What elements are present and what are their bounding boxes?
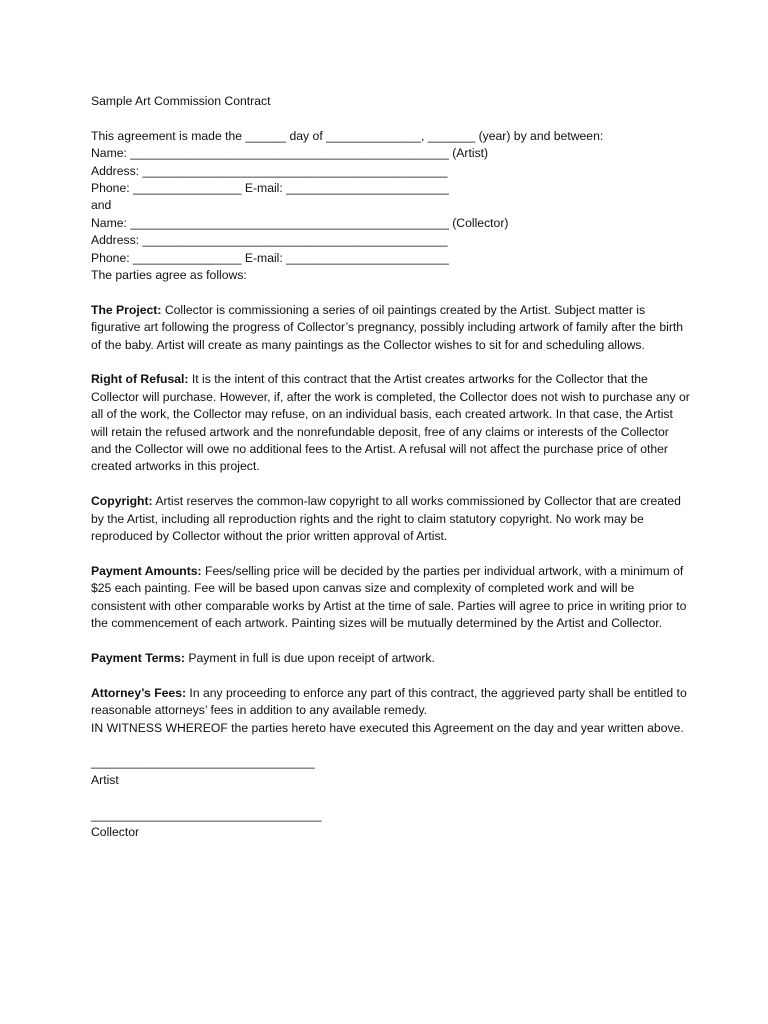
spacer — [91, 284, 691, 301]
section-heading: Attorney’s Fees: — [91, 685, 187, 700]
collector-signature-label: Collector — [91, 824, 140, 839]
artist-address-line: Address: _____________________________________________ — [91, 163, 448, 178]
section-right-of-refusal — [91, 371, 691, 475]
spacer — [91, 546, 691, 563]
section-heading: Right of Refusal: — [91, 372, 189, 387]
section-copyright — [91, 493, 691, 545]
section-payment-amounts — [91, 563, 691, 633]
section-payment-terms — [91, 650, 691, 667]
artist-signature-label: Artist — [91, 772, 119, 787]
artist-phone-email-line: Phone: ________________ E-mail: ________________________ — [91, 181, 449, 196]
section-text: It is the intent of this contract that the Artist creates artworks for the Collector that the Collector will purchase. However, if, after the work is completed, the Collector does not wish to purchase any or all of the work, the Collector may refuse, on an individual basis, each created artwork. In that case, the Artist will retain the refused artwork and the nonrefundable deposit, free of any claims or interests of the Collector and the Collector will owe no additional fees to the Artist. A refusal will not affect the purchase price of other created artworks in this project. — [91, 372, 690, 474]
section-text: Payment in full is due upon receipt of artwork. — [184, 650, 435, 665]
parties-agree-line: The parties agree as follows: — [91, 268, 247, 283]
section-text: Artist reserves the common-law copyright to all works commissioned by Collector that are created by the Artist, including all reproduction rights and the right to claim statutory copyright. No work may be reproduced by Collector without the prior written approval of Artist. — [91, 494, 681, 544]
collector-name-line: Name: _______________________________________________ (Collector) — [91, 215, 509, 230]
document-title: Sample Art Commission Contract — [91, 94, 271, 108]
section-project — [91, 302, 691, 354]
section-heading: Payment Amounts: — [91, 563, 202, 578]
spacer — [91, 110, 691, 127]
witness-clause: IN WITNESS WHEREOF the parties hereto have executed this Agreement on the day and year written above. — [91, 720, 684, 735]
spacer — [91, 633, 691, 650]
section-heading: Copyright: — [91, 494, 153, 509]
spacer — [91, 667, 691, 684]
spacer — [91, 737, 691, 754]
and-line: and — [91, 198, 112, 213]
contract-body — [91, 93, 691, 841]
section-heading: The Project: — [91, 302, 162, 317]
spacer — [91, 476, 691, 493]
section-heading: Payment Terms: — [91, 650, 185, 665]
agreement-date-line: This agreement is made the ______ day of ______________, _______ (year) by and between: — [91, 128, 604, 143]
section-text: In any proceeding to enforce any part of this contract, the aggrieved party shall be entitled to reasonable attorneys’ fees in addition to any available remedy. — [91, 685, 687, 718]
spacer — [91, 789, 691, 806]
collector-phone-email-line: Phone: ________________ E-mail: ________________________ — [91, 250, 449, 265]
collector-address-line: Address: _____________________________________________ — [91, 233, 448, 248]
section-text: Fees/selling price will be decided by the parties per individual artwork, with a minimum of $25 each painting. Fee will be based upon canvas size and complexity of completed work and will be consistent with other comparable works by Artist at the time of sale. Parties will agree to price in writing prior to the commencement of each artwork. Painting sizes will be mutually determined by the Artist and Collector. — [91, 563, 687, 631]
collector-signature-line: __________________________________ — [91, 807, 322, 822]
artist-signature-line: _________________________________ — [91, 755, 315, 770]
artist-name-line: Name: _______________________________________________ (Artist) — [91, 146, 489, 161]
section-attorneys-fees — [91, 685, 691, 720]
section-text: Collector is commissioning a series of oil paintings created by the Artist. Subject matter is figurative art following the progress of Collector’s pregnancy, possibly including artwork of family after the birth of the baby. Artist will create as many paintings as the Collector wishes to sit for and scheduling allows. — [91, 302, 684, 352]
spacer — [91, 354, 691, 371]
